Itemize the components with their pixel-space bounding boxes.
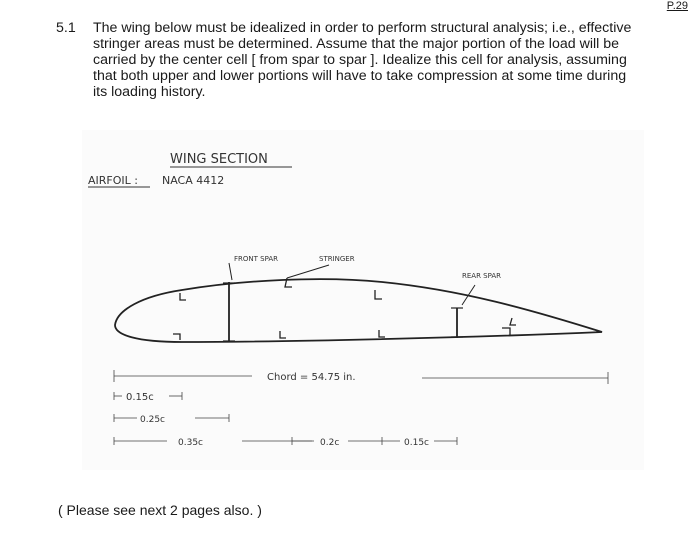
page-reference: P.29 — [666, 0, 688, 12]
airfoil-name: NACA 4412 — [162, 174, 225, 187]
stringer-label: STRINGER — [319, 255, 355, 263]
airfoil-label: AIRFOIL : — [88, 174, 138, 187]
footer-note: ( Please see next 2 pages also. ) — [58, 502, 262, 518]
problem-statement — [56, 20, 636, 100]
dim-label-0-35c: 0.35c — [178, 438, 203, 448]
front-spar-label: FRONT SPAR — [234, 255, 279, 263]
wing-section-figure — [82, 130, 644, 470]
chord-label: Chord = 54.75 in. — [267, 372, 356, 383]
problem-number: 5.1 — [56, 20, 76, 36]
stringers — [173, 278, 516, 340]
wing-section-drawing — [82, 130, 644, 470]
airfoil-outline — [115, 279, 602, 342]
dim-label-0-15c-b: 0.15c — [404, 438, 429, 448]
dim-label-0-15c-a: 0.15c — [126, 392, 154, 403]
problem-text: The wing below must be idealized in order to perform structural analysis; i.e., effective stringer areas must be determined. Assume that the major portion of the load will be carried by the center cell [ from spar to spar ]. Idealize this cell for analysis, assuming that both upper and lower portions will have to take compression at some time during its loading history. — [93, 20, 632, 100]
figure-title: WING SECTION — [170, 152, 268, 167]
dim-label-0-2c: 0.2c — [320, 438, 340, 448]
dim-label-0-25c: 0.25c — [140, 415, 165, 425]
rear-spar-label: REAR SPAR — [462, 272, 502, 280]
